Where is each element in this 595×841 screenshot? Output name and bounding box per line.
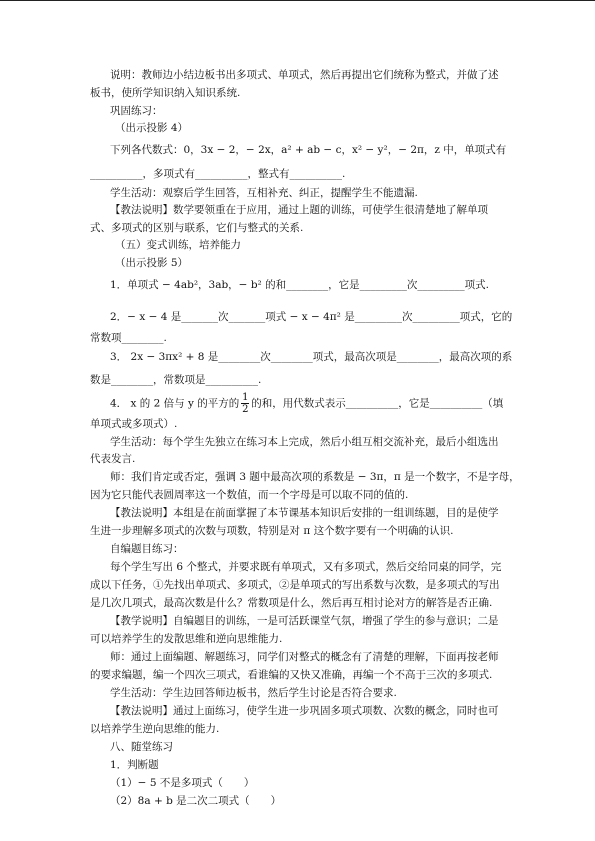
fraction	[241, 392, 249, 415]
text-line: 【教法说明】本组是在前面掌握了本节课基本知识后安排的一组训练题，目的是使学	[110, 507, 499, 519]
exercise-line: （2）8a + b 是二次二项式（ ）	[110, 795, 282, 807]
text-line: 每个学生写出 6 个整式，并要求既有单项式，又有多项式，然后交给同桌的同学，完	[110, 561, 502, 573]
text-line: 代表发言.	[90, 453, 136, 465]
text-line: 以培养学生逆向思维的能力.	[90, 723, 220, 735]
text-line: 因为它只能代表圆周率这一个数值，而一个字母是可以取不同的值的.	[90, 489, 409, 501]
section-heading: 自编题目练习：	[110, 543, 184, 555]
section-heading: 1．判断题	[110, 759, 159, 771]
text-line: 师：我们肯定或否定，强调 3 题中最高次项的系数是 − 3π，π 是一个数字，不是字母，	[110, 471, 520, 483]
text-line: 式、多项式的区别与联系，它们与整式的关系.	[90, 222, 304, 234]
fraction-numerator: 1	[242, 392, 249, 403]
text-line: 常数项________.	[90, 332, 167, 344]
text-line: 【教法说明】数学要领重在于应用，通过上题的训练，可使学生很清楚地了解单项	[110, 204, 488, 216]
section-heading: 八、随堂练习	[110, 741, 173, 753]
text-line: 【教法说明】通过上面练习，使学生进一步巩固多项式项数、次数的概念，同时也可	[110, 705, 499, 717]
text-line: 学生活动：观察后学生回答，互相补充、纠正，提醒学生不能遗漏.	[110, 187, 418, 199]
exercise-line-4	[110, 392, 503, 415]
text-line: （出示投影 4）	[115, 122, 189, 134]
text-line: （出示投影 5）	[115, 257, 189, 269]
text-line: 可以培养学生的发散思维和逆向思维能力.	[90, 633, 283, 645]
text-line: 是几次几项式，最高次数是什么？常数项是什么，然后再互相讨论对方的解答是否正确.	[90, 597, 493, 609]
exercise-line: 3． 2x − 3πx² + 8 是________次________项式，最高次项是________，最高次项的系	[110, 351, 513, 363]
text-line: 【教学说明】自编题目的训练，一是可活跃课堂气氛，增强了学生的参与意识；二是	[110, 615, 499, 627]
text-line: __________，多项式有__________，整式有__________.	[90, 168, 346, 180]
text-line: 的要求编题，编一个四次三项式，看谁编的又快又准确，再编一个不高于三次的多项式.	[90, 669, 493, 681]
text-line: 学生活动：每个学生先独立在练习本上完成，然后小组互相交流补充，最后小组选出	[110, 436, 499, 448]
text-line: 说明：教师边小结边板书出多项式、单项式，然后再提出它们统称为整式，并做了述	[110, 69, 499, 81]
section-heading: （五）变式训练，培养能力	[115, 239, 241, 251]
text-line: 师：通过上面编题、解题练习，同学们对整式的概念有了清楚的理解，下面再按老师	[110, 651, 499, 663]
exercise-line: 2．− x − 4 是_______次_______项式 − x − 4π² 是_________次_________项式，它的	[110, 311, 513, 323]
exercise-line: （1）− 5 不是多项式（ ）	[110, 777, 255, 789]
exercise-text: 4． x 的 2 倍与 y 的平方的	[110, 397, 240, 410]
exercise-line: 1．单项式 − 4ab²，3ab，− b² 的和________，它是_________次_________项式.	[110, 279, 489, 291]
text-line: 生进一步理解多项式的次数与项数，特别是对 π 这个数字要有一个明确的认识.	[90, 525, 454, 537]
text-line: 成以下任务，①先找出单项式、多项式，②是单项式的写出系数与次数，是多项式的写出	[90, 579, 500, 591]
text-line: 板书，使所学知识纳入知识系统.	[90, 87, 241, 99]
text-line: 学生活动：学生边回答师边板书，然后学生讨论是否符合要求.	[110, 687, 397, 699]
text-line: 下列各代数式：0，3x − 2，− 2x，a² + ab − c，x² − y²，− 2π，z 中，单项式有	[110, 144, 507, 156]
fraction-denominator: 2	[242, 404, 249, 415]
page-top-rule	[0, 0, 595, 1]
text-line: 单项式或多项式）.	[90, 418, 178, 430]
exercise-text: 的和，用代数式表示__________，它是__________（填	[251, 397, 504, 410]
text-line: 数是________，常数项是__________.	[90, 374, 262, 386]
text-line: 巩固练习：	[110, 105, 163, 117]
